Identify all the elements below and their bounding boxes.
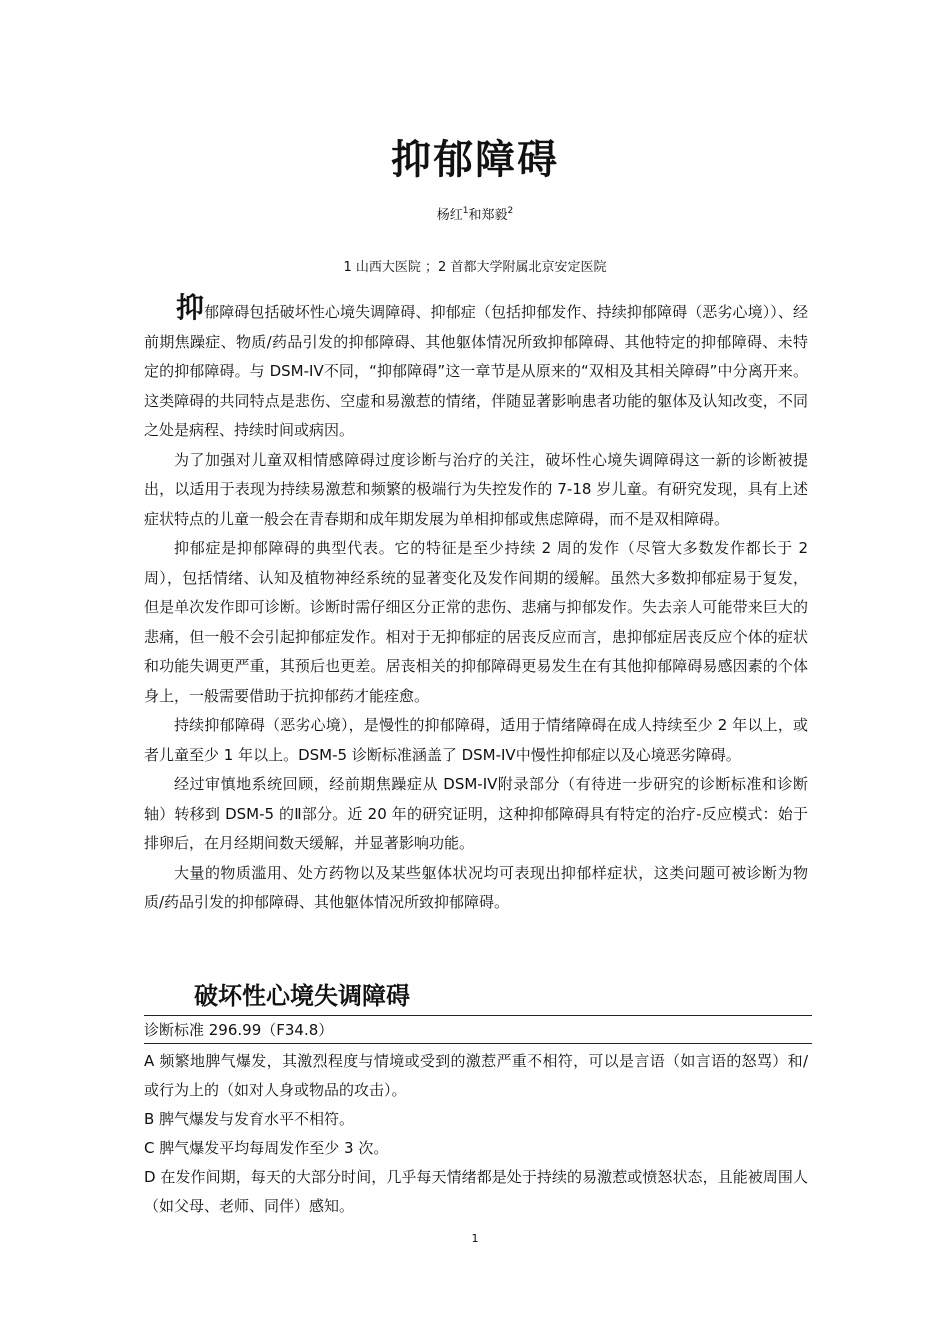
criterion-item: A 频繁地脾气爆发，其激烈程度与情境或受到的激惹严重不相符，可以是言语（如言语的怒骂）和/或行为上的（如对人身或物品的攻击）。 [144,1052,808,1099]
paragraph [144,291,808,446]
author-name: 和郑毅 [468,208,508,223]
author-line [0,204,950,223]
affiliation-line: 1 山西大医院 ；2 首都大学附属北京安定医院 [343,260,607,275]
paragraph: 持续抑郁障碍（恶劣心境），是慢性的抑郁障碍，适用于情绪障碍在成人持续至少 2 年以上，或者儿童至少 1 年以上。DSM-5 诊断标准涵盖了 DSM-IV中慢性抑郁症以及心境恶劣障碍。 [144,716,808,764]
paragraph-text: 郁障碍包括破坏性心境失调障碍、抑郁症（包括抑郁发作、持续抑郁障碍（恶劣心境））、经前期焦躁症、物质/药品引发的抑郁障碍、其他躯体情况所致抑郁障碍、其他特定的抑郁障碍、未特定的抑郁障碍。与 DSM-IV不同，“抑郁障碍”这一章节是从原来的“双相及其相关障碍”中分离开来。这类障碍的共同特点是悲伤、空虚和易激惹的情绪，伴随显著影响患者功能的躯体及认知改变，不同之处是病程、持续时间或病因。 [144,303,808,439]
criterion-item: B 脾气爆发与发育水平不相符。 [144,1110,355,1128]
paragraph: 经过审慎地系统回顾，经前期焦躁症从 DSM-IV附录部分（有待进一步研究的诊断标准和诊断轴）转移到 DSM-5 的Ⅱ部分。近 20 年的研究证明，这种抑郁障碍具有特定的治疗-反应模式：始于排卵后，在月经期间数天缓解，并显著影响功能。 [144,775,808,852]
page-number: 1 [471,1232,479,1245]
criterion-item: D 在发作间期，每天的大部分时间，几乎每天情绪都是处于持续的易激惹或愤怒状态，且能被周围人（如父母、老师、同伴）感知。 [144,1168,808,1215]
paragraph: 大量的物质滥用、处方药物以及某些躯体状况均可表现出抑郁样症状，这类问题可被诊断为物质/药品引发的抑郁障碍、其他躯体情况所致抑郁障碍。 [144,863,808,911]
criteria-list [144,1047,812,1221]
diagnostic-criteria [144,1015,812,1221]
criteria-code: 诊断标准 296.99（F34.8） [144,1015,812,1044]
author-name: 杨红 [436,208,463,223]
author-affiliation-marker: 1 [462,206,469,216]
article-body [144,291,808,918]
paragraph: 抑郁症是抑郁障碍的典型代表。它的特征是至少持续 2 周的发作（尽管大多数发作都长于 2 周），包括情绪、认知及植物神经系统的显著变化及发作间期的缓解。虽然大多数抑郁症易于复发，但是单次发作即可诊断。诊断时需仔细区分正常的悲伤、悲痛与抑郁发作。失去亲人可能带来巨大的悲痛，但一般不会引起抑郁症发作。相对于无抑郁症的居丧反应而言，患抑郁症居丧反应个体的症状和功能失调更严重，其预后也更差。居丧相关的抑郁障碍更易发生在有其他抑郁障碍易感因素的个体身上，一般需要借助于抗抑郁药才能痊愈。 [144,539,808,705]
drop-cap: 抑 [176,291,205,324]
paragraph: 为了加强对儿童双相情感障碍过度诊断与治疗的关注，破坏性心境失调障碍这一新的诊断被提出，以适用于表现为持续易激惹和频繁的极端行为失控发作的 7-18 岁儿童。有研究发现，具有上述症状特点的儿童一般会在青春期和成年期发展为单相抑郁或焦虑障碍，而不是双相障碍。 [144,450,808,528]
document-title: 抑郁障碍 [391,137,559,183]
criterion-item: C 脾气爆发平均每周发作至少 3 次。 [144,1139,389,1157]
section-heading: 破坏性心境失调障碍 [194,982,410,1010]
author-affiliation-marker: 2 [507,206,514,216]
